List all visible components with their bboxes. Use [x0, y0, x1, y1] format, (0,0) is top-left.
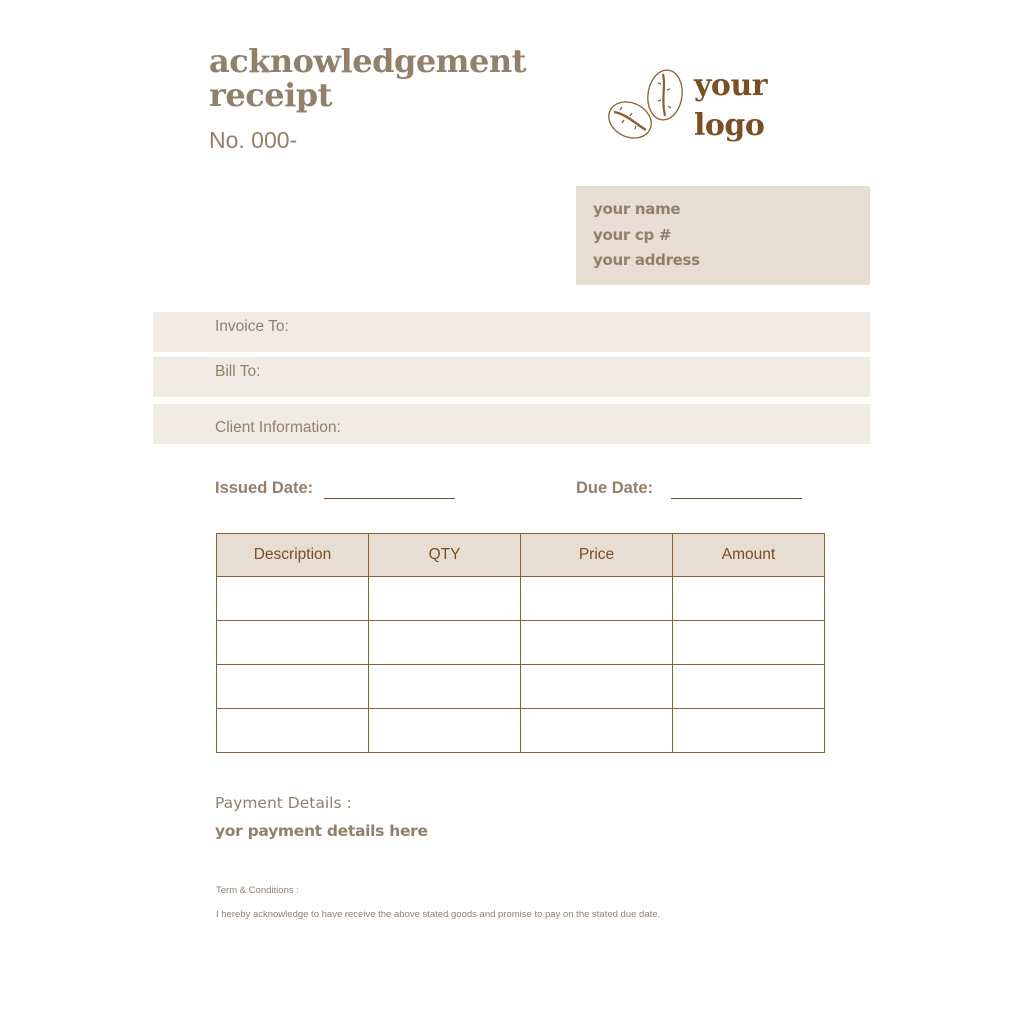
cell-description[interactable] — [217, 577, 369, 621]
due-date-input[interactable] — [671, 498, 802, 499]
cell-qty[interactable] — [369, 709, 521, 753]
due-date-label: Due Date: — [576, 479, 654, 497]
sender-address: your address — [593, 251, 700, 269]
bill-to-field[interactable] — [153, 357, 870, 397]
client-information-label: Client Information: — [215, 419, 341, 436]
sender-name: your name — [593, 200, 681, 218]
cell-price[interactable] — [521, 709, 673, 753]
cell-description[interactable] — [217, 621, 369, 665]
title-line-2: receipt — [209, 76, 332, 114]
logo-text-line-1: your — [694, 68, 768, 103]
cell-price[interactable] — [521, 665, 673, 709]
cell-price[interactable] — [521, 577, 673, 621]
items-table — [216, 533, 825, 753]
cell-amount[interactable] — [673, 577, 825, 621]
payment-details-value: yor payment details here — [215, 822, 428, 840]
cell-qty[interactable] — [369, 621, 521, 665]
table-row — [217, 709, 825, 753]
column-header-description: Description — [217, 534, 369, 577]
issued-date-label: Issued Date: — [215, 479, 314, 497]
column-header-price: Price — [521, 534, 673, 577]
logo-text — [694, 66, 767, 146]
cell-price[interactable] — [521, 621, 673, 665]
client-information-field[interactable] — [153, 404, 870, 444]
table-header-row — [217, 534, 825, 577]
column-header-amount: Amount — [673, 534, 825, 577]
logo-text-line-2: logo — [694, 108, 765, 143]
document-title — [209, 44, 526, 112]
column-header-qty: QTY — [369, 534, 521, 577]
cell-description[interactable] — [217, 665, 369, 709]
payment-details-label: Payment Details : — [215, 794, 352, 812]
cell-amount[interactable] — [673, 709, 825, 753]
bill-to-label: Bill To: — [215, 363, 261, 380]
cell-amount[interactable] — [673, 621, 825, 665]
cell-description[interactable] — [217, 709, 369, 753]
invoice-to-field[interactable] — [153, 312, 870, 352]
terms-text: I hereby acknowledge to have receive the above stated goods and promise to pay on the stated due date. — [216, 909, 661, 920]
table-row — [217, 665, 825, 709]
sender-info-box — [576, 186, 870, 285]
sender-phone: your cp # — [593, 226, 672, 244]
receipt-number: No. 000- — [209, 127, 298, 153]
table-row — [217, 621, 825, 665]
cell-qty[interactable] — [369, 665, 521, 709]
cell-qty[interactable] — [369, 577, 521, 621]
coffee-beans-icon — [606, 68, 686, 144]
table-row — [217, 577, 825, 621]
title-line-1: acknowledgement — [209, 42, 526, 80]
terms-label: Term & Conditions : — [216, 885, 299, 896]
cell-amount[interactable] — [673, 665, 825, 709]
issued-date-input[interactable] — [324, 498, 455, 499]
invoice-to-label: Invoice To: — [215, 318, 289, 335]
